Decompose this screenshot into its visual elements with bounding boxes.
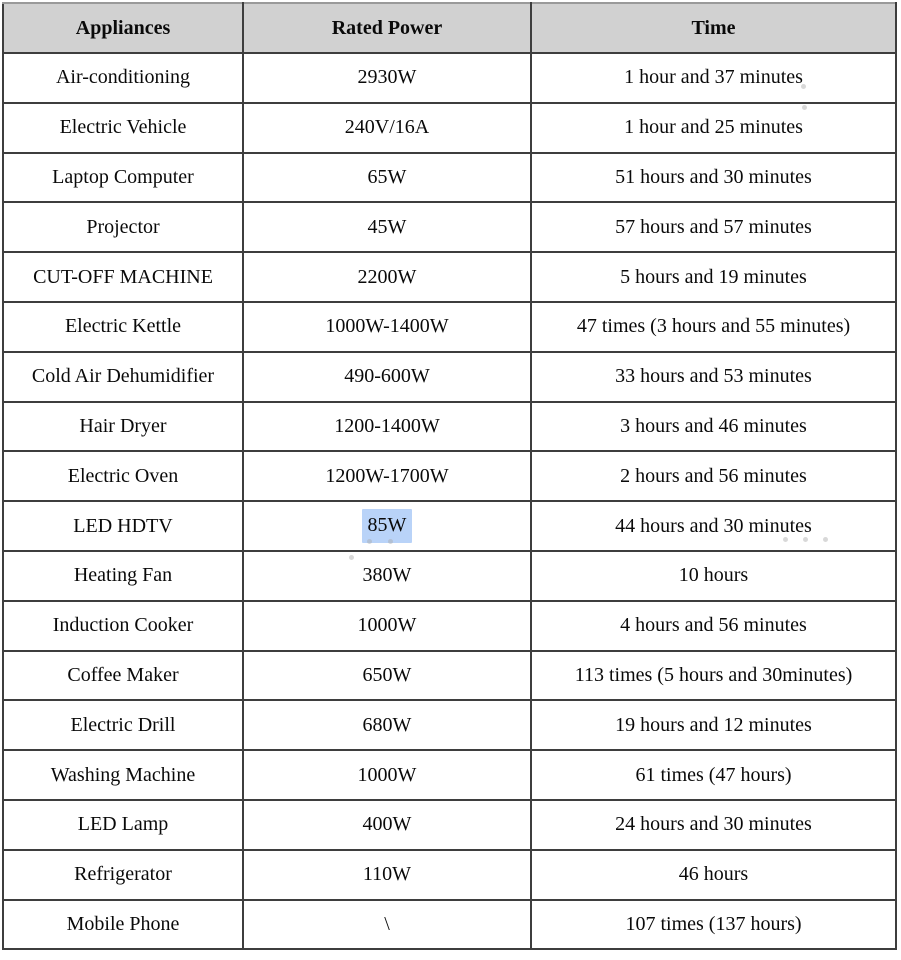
appliance-name: CUT-OFF MACHINE [33,265,213,288]
appliance-name: Electric Vehicle [59,116,187,139]
time-cell [531,750,896,800]
time-cell [531,252,896,302]
time-cell [531,352,896,402]
time-cell [531,501,896,551]
table-header [3,3,896,53]
time-cell [531,700,896,750]
appliance-cell [3,501,243,551]
appliance-cell [3,601,243,651]
table-row [3,551,896,601]
appliance-name: Electric Drill [70,713,176,736]
appliance-name: LED Lamp [77,813,169,836]
time-value: 107 times (137 hours) [625,912,802,935]
time-value: 1 hour and 25 minutes [624,116,803,139]
power-cell [243,53,531,103]
rated-power-value: 400W [362,813,412,836]
rated-power-value: 1200-1400W [334,414,440,437]
rated-power-value: 1000W [357,763,417,786]
power-cell [243,202,531,252]
time-cell [531,800,896,850]
power-cell [243,700,531,750]
power-cell [243,900,531,950]
rated-power-value: 1000W [357,614,417,637]
time-value: 61 times (47 hours) [635,763,792,786]
rated-power-value: 1000W-1400W [325,315,449,338]
appliance-name: Coffee Maker [67,663,179,686]
rated-power-value: 490-600W [344,365,430,388]
appliance-name: Induction Cooker [52,614,194,637]
table-body [3,53,896,949]
power-cell [243,352,531,402]
rated-power-value: 45W [367,215,407,238]
time-value: 19 hours and 12 minutes [615,713,812,736]
appliance-cell [3,153,243,203]
appliance-cell [3,402,243,452]
appliance-name: Hair Dryer [79,414,167,437]
appliance-cell [3,700,243,750]
time-value: 3 hours and 46 minutes [620,414,807,437]
power-cell [243,651,531,701]
appliance-name: Air-conditioning [55,66,191,89]
power-cell [243,153,531,203]
power-cell [243,551,531,601]
appliance-name: Refrigerator [74,863,172,886]
header-row [3,3,896,53]
rated-power-value: \ [384,912,390,935]
time-value: 113 times (5 hours and 30minutes) [574,663,853,686]
appliance-name: Electric Kettle [64,315,182,338]
appliance-name: Electric Oven [67,464,179,487]
appliance-cell [3,800,243,850]
time-cell [531,402,896,452]
power-cell [243,750,531,800]
table-row [3,651,896,701]
column-header-rated-power: Rated Power [243,3,531,53]
rated-power-value: 650W [362,663,412,686]
time-cell [531,153,896,203]
time-cell [531,601,896,651]
time-value: 33 hours and 53 minutes [615,365,812,388]
column-header-time: Time [531,3,896,53]
power-cell [243,850,531,900]
power-cell [243,800,531,850]
appliance-cell [3,202,243,252]
appliance-cell [3,302,243,352]
appliance-name: Washing Machine [50,763,196,786]
table-row [3,53,896,103]
appliance-cell [3,651,243,701]
table-row [3,352,896,402]
time-cell [531,53,896,103]
column-header-appliances: Appliances [3,3,243,53]
time-cell [531,202,896,252]
table-row [3,700,896,750]
table-row [3,202,896,252]
rated-power-value: 65W [367,165,407,188]
time-value: 2 hours and 56 minutes [620,464,807,487]
appliance-cell [3,750,243,800]
table-row [3,501,896,551]
time-cell [531,651,896,701]
rated-power-value: 110W [362,863,412,886]
appliance-cell [3,451,243,501]
time-value: 5 hours and 19 minutes [620,265,807,288]
rated-power-value: 1200W-1700W [325,464,449,487]
text-selection-highlight[interactable]: 85W [362,509,413,543]
appliance-cell [3,551,243,601]
appliance-name: Projector [86,215,160,238]
table-row [3,750,896,800]
time-value: 57 hours and 57 minutes [615,215,812,238]
time-value: 4 hours and 56 minutes [620,614,807,637]
appliance-cell [3,850,243,900]
table-row [3,402,896,452]
time-cell [531,451,896,501]
time-cell [531,551,896,601]
time-cell [531,850,896,900]
appliance-name: Mobile Phone [66,912,180,935]
time-cell [531,103,896,153]
time-cell [531,302,896,352]
power-cell [243,302,531,352]
appliance-name: Cold Air Dehumidifier [31,365,215,388]
time-value: 51 hours and 30 minutes [615,165,812,188]
appliance-cell [3,252,243,302]
appliance-cell [3,900,243,950]
table-row [3,153,896,203]
time-value: 44 hours and 30 minutes [615,514,812,537]
time-value: 47 times (3 hours and 55 minutes) [576,315,851,338]
table-row [3,252,896,302]
appliance-cell [3,103,243,153]
power-cell [243,601,531,651]
appliance-cell [3,53,243,103]
table-row [3,800,896,850]
table-row [3,302,896,352]
rated-power-value: 2930W [357,66,417,89]
table-row [3,601,896,651]
power-cell [243,252,531,302]
time-value: 46 hours [678,863,749,886]
power-cell [243,501,531,551]
appliance-name: Laptop Computer [52,165,194,188]
time-value: 24 hours and 30 minutes [615,813,812,836]
appliance-name: LED HDTV [73,514,173,537]
power-cell [243,451,531,501]
rated-power-value: 380W [362,564,412,587]
appliance-power-table [2,2,897,950]
appliance-name: Heating Fan [73,564,173,587]
power-cell [243,103,531,153]
power-cell [243,402,531,452]
rated-power-value: 2200W [357,265,417,288]
appliance-cell [3,352,243,402]
table-row [3,900,896,950]
table-row [3,451,896,501]
time-value: 10 hours [678,564,749,587]
table-row [3,103,896,153]
time-cell [531,900,896,950]
rated-power-value: 680W [362,713,412,736]
rated-power-value: 240V/16A [344,116,430,139]
time-value: 1 hour and 37 minutes [624,66,803,89]
table-row [3,850,896,900]
